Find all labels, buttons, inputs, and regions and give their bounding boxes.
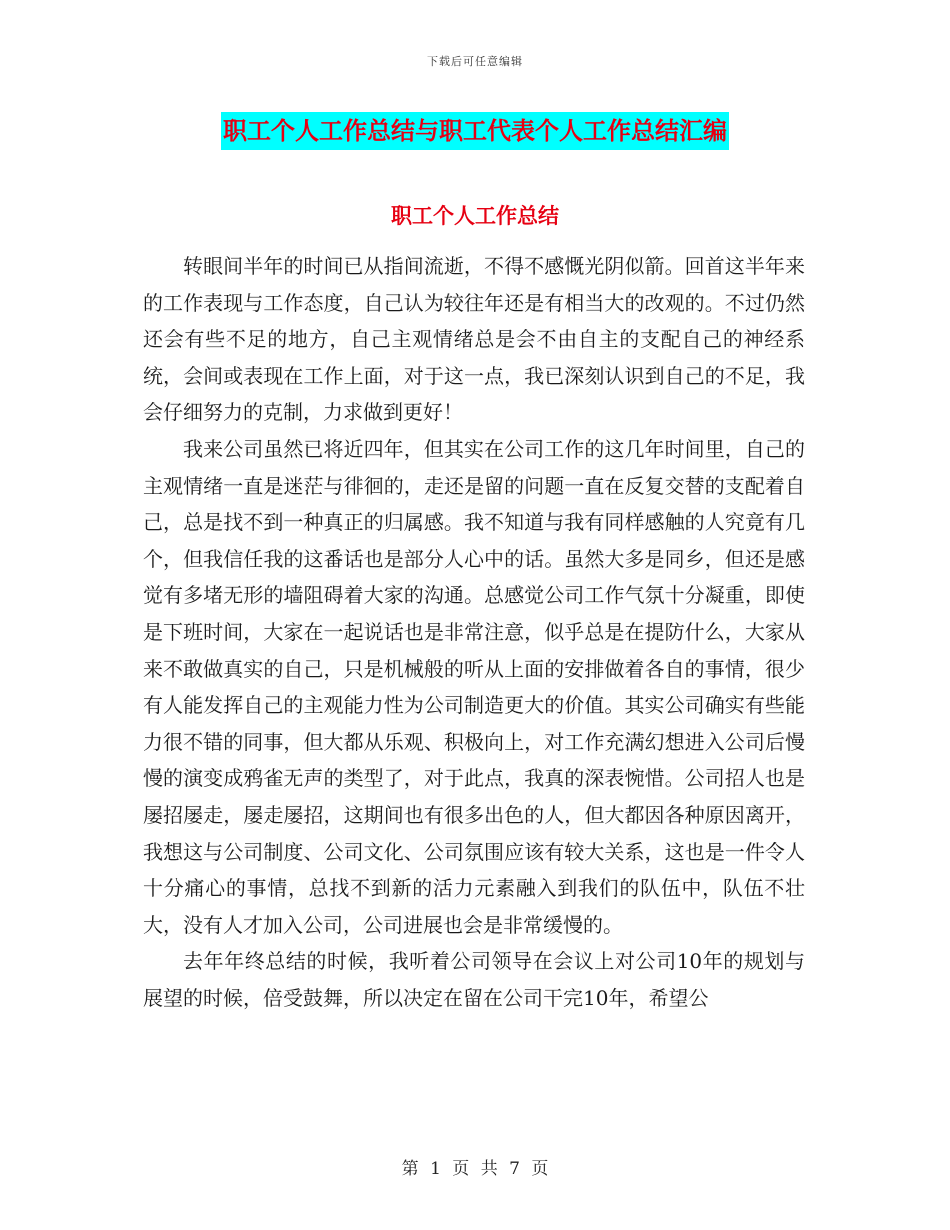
body-paragraph: 去年年终总结的时候，我听着公司领导在会议上对公司10年的规划与展望的时候，倍受鼓舞，所以决定在留在公司干完10年，希望公 xyxy=(143,949,805,1010)
section-title: 职工个人工作总结 xyxy=(391,203,559,228)
body-paragraph: 转眼间半年的时间已从指间流逝，不得不感慨光阴似箭。回首这半年来的工作表现与工作态度，自己认为较往年还是有相当大的改观的。不过仍然还会有些不足的地方，自己主观情绪总是会不由自主的支配自己的神经系统，会间或表现在工作上面，对于这一点，我已深刻认识到自己的不足，我会仔细努力的克制，力求做到更好！ xyxy=(143,254,805,425)
document-body xyxy=(143,248,805,1016)
page-header-note: 下载后可任意编辑 xyxy=(427,55,523,68)
page-number-footer: 第 1 页 共 7 页 xyxy=(401,1159,549,1179)
document-title-container xyxy=(0,112,950,150)
document-title: 职工个人工作总结与职工代表个人工作总结汇编 xyxy=(221,112,729,150)
body-paragraph: 我来公司虽然已将近四年，但其实在公司工作的这几年时间里，自己的主观情绪一直是迷茫与徘徊的，走还是留的问题一直在反复交替的支配着自己，总是找不到一种真正的归属感。我不知道与我有同样感触的人究竟有几个，但我信任我的这番话也是部分人心中的话。虽然大多是同乡，但还是感觉有多堵无形的墙阻碍着大家的沟通。总感觉公司工作气氛十分凝重，即使是下班时间，大家在一起说话也是非常注意，似乎总是在提防什么，大家从来不敢做真实的自己，只是机械般的听从上面的安排做着各自的事情，很少有人能发挥自己的主观能力性为公司制造更大的价值。其实公司确实有些能力很不错的同事，但大都从乐观、积极向上，对工作充满幻想进入公司后慢慢的演变成鸦雀无声的类型了，对于此点，我真的深表惋惜。公司招人也是屡招屡走，屡走屡招，这期间也有很多出色的人，但大都因各种原因离开，我想这与公司制度、公司文化、公司氛围应该有较大关系，这也是一件令人十分痛心的事情，总找不到新的活力元素融入到我们的队伍中，队伍不壮大，没有人才加入公司，公司进展也会是非常缓慢的。 xyxy=(143,436,805,937)
